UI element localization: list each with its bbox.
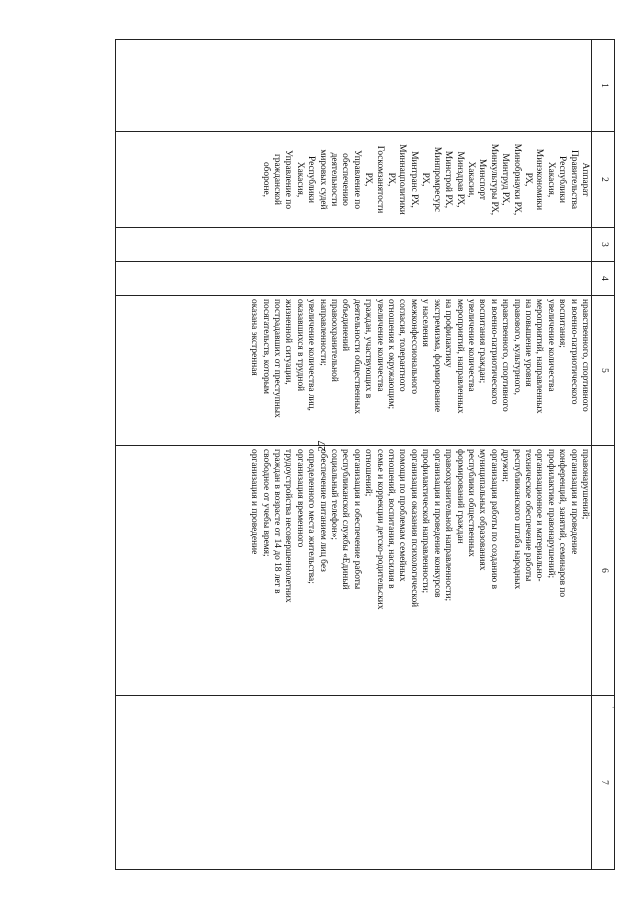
cell-text-line: Республики [557, 155, 568, 204]
document-table-rotated [115, 39, 615, 869]
cell-text-line: межконфессионального [408, 299, 419, 395]
cell-text-line: мировых судей [317, 149, 328, 210]
header-col-3: 3 [592, 228, 615, 262]
cell-text-line: свободное от учебы время; [260, 449, 271, 557]
header-col-6: 6 [592, 446, 615, 696]
cell-text-line: помощи по проблемам семейных [397, 449, 408, 582]
cell-text-line: жизненной ситуации, [283, 299, 294, 385]
cell-text-line: Правительства [568, 150, 579, 209]
cell-text-line: пострадавших от преступных [272, 299, 283, 418]
cell-text-line: РХ, [386, 172, 397, 187]
header-col-4: 4 [592, 262, 615, 296]
cell-col-1 [116, 40, 592, 132]
cell-text-line: техническое обеспечение работы [522, 449, 533, 582]
cell-text-line: обороне, [260, 161, 271, 198]
header-col-7: 7 [592, 696, 615, 870]
cell-text-line: Управление по [351, 149, 362, 210]
cell-text-line: увеличение количества [545, 299, 556, 392]
program-measures-table [115, 39, 615, 870]
cell-text-line: граждан, участвующих в [363, 299, 374, 399]
cell-text-line: Минстрой РХ, [443, 150, 454, 209]
cell-text-line: республиканского штаба народных [511, 449, 522, 590]
page-number: 27 [316, 440, 328, 452]
cell-text-line: Госкомзанятости [374, 145, 385, 214]
cell-text-line: деятельности общественных [351, 299, 362, 414]
cell-text-line: обеспечение питанием лиц без [317, 449, 328, 572]
cell-text-line: определенного места жительства; [306, 449, 317, 584]
cell-col-3 [116, 228, 592, 262]
table-header-row [592, 40, 615, 870]
cell-text-line: на профилактику [443, 299, 454, 368]
cell-text-line: организация временного [294, 449, 305, 548]
table-row [116, 40, 592, 870]
cell-text-line: увеличение количества [374, 299, 385, 392]
cell-text-line: отношений; [363, 449, 374, 497]
cell-text-line: правоохранительной [329, 299, 340, 382]
cell-text-line: Хакасия, [545, 161, 556, 198]
cell-text-line: мероприятий, направленных [454, 299, 465, 414]
cell-text-line: Минтруд РХ, [500, 153, 511, 206]
cell-text-line: организация и обеспечение работы [351, 449, 362, 590]
cell-text-line: профилактической направленности; [420, 449, 431, 594]
cell-text-line: гражданской [272, 153, 283, 206]
cell-text-line: направленности; [317, 299, 328, 366]
cell-responsible-executors [116, 132, 592, 228]
cell-text-line: и военно-патриотического [568, 299, 579, 405]
cell-text-line: оказавшихся в трудной [294, 299, 305, 392]
cell-text-line: посягательств, которым [260, 299, 271, 394]
cell-text-line: Минздрав РХ, [454, 151, 465, 208]
cell-text-line: Минпромресурс [431, 146, 442, 213]
cell-text-line: организация и проведение конкурсов [431, 449, 442, 598]
cell-text-line: отношений, воспитания, насилия в [386, 449, 397, 589]
cell-text-line: согласия, толерантного [397, 299, 408, 392]
cell-text-line: правонарушений; [580, 449, 590, 520]
cell-text-line: Хакасии, [465, 161, 476, 198]
cell-text-line: отношения к окружающим; [386, 299, 397, 410]
cell-text-line: на повышение уровня [522, 299, 533, 387]
cell-text-line: объединений [340, 299, 351, 352]
cell-text-line: Минспорт [477, 159, 488, 200]
cell-text-line: организационное и материально- [534, 449, 545, 582]
cell-text-line: РХ, [522, 172, 533, 187]
cell-text-line: РХ, [363, 172, 374, 187]
cell-text-line: муниципальных образованиях [477, 449, 488, 571]
cell-text-line: Минкультуры РХ, [488, 143, 499, 216]
cell-text-line: Хакасия, [294, 161, 305, 198]
cell-text-line: формирований граждан [454, 449, 465, 544]
cell-text-line: республиканской службы «Единый [340, 449, 351, 590]
cell-text-line: РХ, [420, 172, 431, 187]
cell-text-line: семье и коррекции детско-родительских [374, 449, 385, 610]
cell-text-line: нравственного, спортивного [500, 299, 511, 412]
cell-text-line: Аппарат [580, 162, 590, 197]
cell-text-line: организация и проведение [568, 449, 579, 555]
cell-text-line: республики общественных [465, 449, 476, 557]
cell-text-line: профилактике правонарушений; [545, 449, 556, 579]
cell-text-line: граждан в возрасте от 14 до 18 лет в [272, 449, 283, 594]
cell-text-line: обеспечению [340, 153, 351, 206]
cell-text-line: правового, культурного, [511, 299, 522, 395]
cell-text-line: Минэкономики [534, 148, 545, 211]
cell-text-line: организация работы по созданию в [488, 449, 499, 590]
cell-text-line: оказана экстренная [249, 299, 260, 376]
cell-text-line: дружин; [500, 449, 511, 483]
header-col-1: 1 [592, 40, 615, 132]
cell-text-line: Республики [306, 155, 317, 204]
cell-text-line: у населения [420, 299, 431, 347]
cell-text-line: организация оказания психологической [408, 449, 419, 608]
cell-col-4 [116, 262, 592, 296]
cell-text-line: организация и проведение [249, 449, 260, 555]
cell-text-line: Минобрнауки РХ, [511, 143, 522, 216]
cell-text-line: конференций, занятий, семинаров по [557, 449, 568, 598]
cell-text-line: Минтранс РХ, [408, 151, 419, 208]
cell-text-line: деятельности [329, 152, 340, 207]
cell-text-line: социальный телефон»; [329, 449, 340, 541]
header-col-2: 2 [592, 132, 615, 228]
cell-text-line: правоохранительной направленности; [443, 449, 454, 602]
cell-text-line: воспитания граждан; [477, 299, 488, 384]
cell-text-line: мероприятий, направленных [534, 299, 545, 414]
cell-activities [116, 446, 592, 696]
cell-col-7 [116, 696, 592, 870]
cell-text-line: увеличение количества лиц, [306, 299, 317, 411]
header-col-5: 5 [592, 296, 615, 446]
cell-text-line: воспитания; [557, 299, 568, 348]
cell-text-line: экстремизма, формирование [431, 299, 442, 413]
cell-text-line: увеличение количества [465, 299, 476, 392]
cell-text-line: трудоустройства несовершеннолетних [283, 449, 294, 603]
cell-text-line: нравственного, спортивного [580, 299, 590, 412]
cell-text-line: Управление по [283, 149, 294, 210]
cell-text-line: Миннацполитики [397, 144, 408, 215]
margin-dot: . [612, 700, 615, 710]
cell-expected-results [116, 296, 592, 446]
cell-text-line: и военно-патриотического [488, 299, 499, 405]
